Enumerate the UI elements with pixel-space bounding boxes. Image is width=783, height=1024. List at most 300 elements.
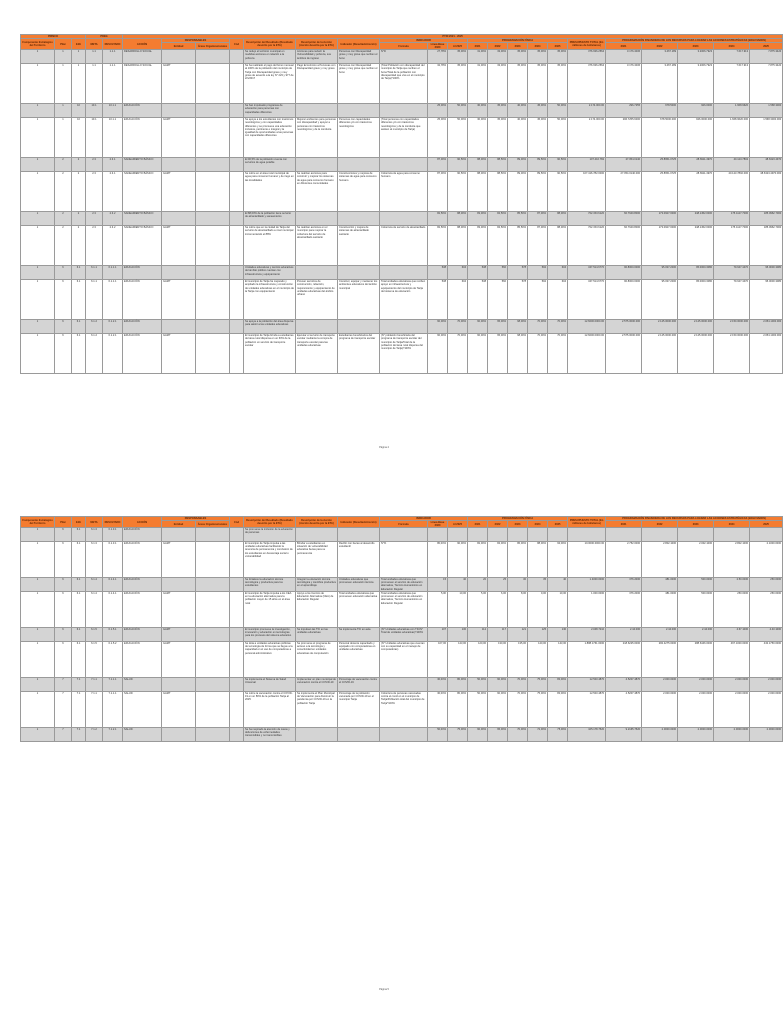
- table-cell: 2.125.0000.000: [678, 334, 714, 374]
- table-cell: 2.174.000.00: [568, 104, 606, 118]
- table-cell: GAMT: [162, 628, 196, 642]
- header-resultado: RESULTADO: [103, 517, 123, 528]
- table-cell: 538: [428, 266, 448, 280]
- table-cell: Unidades educativas y centros educativos del ámbito público cuentan con infraestructura y equipamiento: [244, 266, 296, 280]
- table-cell: 88,00%: [528, 542, 548, 578]
- table-cell: 2.3: [86, 172, 103, 212]
- table-cell: 2.000.0000: [750, 678, 783, 692]
- table-cell: 560: [488, 280, 508, 320]
- table-cell: SANEAMIENTO BÁSICO: [123, 158, 162, 172]
- table-cell: 2.802.1000: [714, 542, 750, 578]
- table-cell: 2.125.0000.000: [642, 334, 678, 374]
- table-cell: [196, 628, 230, 642]
- table-cell: 7: [55, 678, 72, 692]
- table-cell: [196, 728, 230, 742]
- header-linea-base: Línea Base 2020: [428, 43, 448, 50]
- table-cell: 75,00%: [528, 692, 548, 728]
- table-cell: 481.0000: [642, 592, 678, 628]
- table-cell: [162, 50, 196, 64]
- table-cell: 1.888.1761.0000: [568, 642, 606, 678]
- header-year-2022: 2022: [488, 43, 508, 50]
- table-cell: 95.0000.3080: [750, 266, 783, 280]
- table-cell: Total unidades educativas que reciben apoyo en infraestructura y equipamiento del municipio de Tarija del sistema de educación: [380, 280, 428, 320]
- table-cell: Se ha mejorado la atención de casos y defunciones de enfermedades transmisibles y no transmisibles: [244, 728, 296, 742]
- table-cell: [714, 528, 750, 542]
- table-cell: 60,00%: [468, 728, 488, 742]
- table-cell: Porcentaje de la población vacunada por COVID-19 en el municipio Tarija: [338, 692, 380, 728]
- table-cell: [380, 528, 428, 542]
- header-eje: EJE: [72, 517, 86, 528]
- table-cell: 40: [548, 578, 568, 592]
- table-cell: 6.1: [72, 334, 86, 374]
- table-cell: Personas con Discapacidad grave y muy grave que reciben el bono: [338, 64, 380, 104]
- table-cell: 1.668.9620: [714, 104, 750, 118]
- table-cell: 70,00%: [448, 320, 468, 334]
- table-cell: 376.636.2564: [568, 64, 606, 104]
- header-formula: Fórmula: [380, 521, 428, 528]
- table-cell: [196, 172, 230, 212]
- table-cell: EDUCACIÓN: [123, 542, 162, 578]
- table-cell: 60.7640.8000: [606, 226, 642, 266]
- table-cell: 6.1.5.1: [103, 628, 123, 642]
- table-cell: 173.0927.0000: [642, 212, 678, 226]
- table-cell: 6,00: [488, 592, 508, 628]
- table-cell: 1: [21, 542, 55, 578]
- table-cell: GAMT: [162, 280, 196, 320]
- table-cell: 7.1: [72, 692, 86, 728]
- table-cell: GAMT: [162, 692, 196, 728]
- table-cell: [296, 212, 338, 226]
- table-cell: 2.174.000.00: [568, 118, 606, 158]
- table-cell: 5,00: [468, 592, 488, 628]
- table-cell: 2.3: [86, 226, 103, 266]
- table-cell: 68,00%: [508, 320, 528, 334]
- table-cell: 12.503.4870: [568, 692, 606, 728]
- table-cell: 500.0000: [678, 592, 714, 628]
- table-cell: 9.2165.7520: [606, 728, 642, 742]
- table-cell: 89,00%: [508, 172, 528, 212]
- table-cell: 500.0000: [678, 578, 714, 592]
- table-cell: SANEAMIENTO BÁSICO: [123, 172, 162, 212]
- table-cell: 296.7255: [606, 104, 642, 118]
- table-cell: 248.1452.0000: [678, 226, 714, 266]
- table-cell: 6: [55, 592, 72, 628]
- table-cell: [230, 320, 244, 334]
- table-cell: 35,00%: [448, 64, 468, 104]
- table-body-1: [21, 50, 783, 374]
- table-cell: 40: [448, 578, 468, 592]
- table-cell: 6.1.1.1: [103, 280, 123, 320]
- table-cell: [196, 158, 230, 172]
- table-cell: 25,00%: [428, 104, 448, 118]
- table-row: [21, 172, 783, 212]
- table-cell: GAMT: [162, 172, 196, 212]
- table-cell: 578: [508, 280, 528, 320]
- table-cell: 12.6000.0000.00: [568, 334, 606, 374]
- table-cell: 6: [55, 266, 72, 280]
- table-cell: EDUCACIÓN: [123, 528, 162, 542]
- table-cell: 65,00%: [488, 728, 508, 742]
- table-cell: 20: [468, 578, 488, 592]
- table-cell: 250.0000: [750, 592, 783, 628]
- table-cell: 6.1: [72, 592, 86, 628]
- table-cell: 2: [72, 212, 86, 226]
- table-cell: 6.1.4: [86, 578, 103, 592]
- header-formula: Fórmula: [380, 43, 428, 50]
- table-cell: 250.0000: [714, 592, 750, 628]
- table-cell: 7.617.913: [714, 50, 750, 64]
- table-cell: 6.1.4.1: [103, 578, 123, 592]
- table-cell: GAMT: [162, 542, 196, 578]
- table-cell: [230, 226, 244, 266]
- table-cell: 90.8000.0000: [606, 266, 642, 280]
- table-row: [21, 592, 783, 628]
- table-cell: [338, 728, 380, 742]
- table-cell: [230, 266, 244, 280]
- table-cell: 90,50%: [548, 172, 568, 212]
- header-meta: META: [86, 39, 103, 50]
- table-row: [21, 528, 783, 542]
- table-row: [21, 118, 783, 158]
- table-cell: [488, 528, 508, 542]
- header-year-2021: 2021: [468, 521, 488, 528]
- header-fin-2022: 2022: [642, 43, 678, 50]
- table-cell: Porcentaje de vacunación contra el COVID-19: [338, 678, 380, 692]
- table-cell: 30: [508, 578, 528, 592]
- table-cell: 926.0000.000: [678, 118, 714, 158]
- table-cell: 1: [55, 64, 72, 104]
- table-cell: [230, 172, 244, 212]
- header-desc-accion: Descripción de la Acción (Acción descrita por la ETA): [296, 39, 338, 50]
- table-cell: 50,00%: [468, 692, 488, 728]
- table-cell: Se cubre que en la ciudad de Tarija del servicio de alcantarillado a nivel municipal incrementando el 88%: [244, 226, 296, 266]
- header-desc-accion: Descripción de la Acción (Acción descrita por la ETA): [296, 517, 338, 528]
- table-cell: 95.037.2000: [642, 280, 678, 320]
- table-cell: 2: [55, 212, 72, 226]
- table-cell: Construcción y mejora de sistemas de alcantarillado sanitario: [338, 226, 380, 266]
- table-cell: Se promueve la inclusión de la educación de personas: [244, 528, 296, 542]
- table-cell: 50,00%: [548, 118, 568, 158]
- table-cell: 7: [55, 692, 72, 728]
- table-cell: 6.1.1.1: [103, 266, 123, 280]
- table-cell: 376.2000: [606, 578, 642, 592]
- table-cell: [568, 528, 606, 542]
- header-pilar: Pilar: [55, 517, 72, 528]
- table-cell: 60.7640.8000: [606, 212, 642, 226]
- header-year-2022: 2022: [488, 521, 508, 528]
- table-cell: 86,00%: [508, 542, 528, 578]
- table-cell: 30,00%: [468, 104, 488, 118]
- header-indicador: INDICADOR: [380, 39, 468, 43]
- table-cell: 70,00%: [548, 320, 568, 334]
- table-cell: 1: [21, 334, 55, 374]
- table-cell: 347.514.6770: [568, 266, 606, 280]
- header-al-2025: Al 2025: [448, 43, 468, 50]
- table-cell: 60,00%: [488, 692, 508, 728]
- table-cell: 250.0000: [750, 578, 783, 592]
- table-cell: 65,00%: [488, 320, 508, 334]
- table-cell: 6.1.1: [86, 266, 103, 280]
- table-cell: Se promueve el programa de acceso a la tecnología y conectividad en unidades educativas de computación: [296, 642, 338, 678]
- table-cell: 2.50.0000: [714, 578, 750, 592]
- table-cell: 5,00: [428, 592, 448, 628]
- table-cell: 50,00%: [468, 678, 488, 692]
- table-cell: 2.0000.0000: [642, 728, 678, 742]
- table-cell: 10.1: [86, 118, 103, 158]
- table-page-2: [20, 516, 782, 991]
- table-cell: 40.123.7802.000: [714, 172, 750, 212]
- table-cell: 50,00%: [548, 104, 568, 118]
- table-cell: Se implementa TIC en aula: [338, 628, 380, 642]
- table-cell: 31,00%: [468, 64, 488, 104]
- header-resultado: RESULTADO: [103, 39, 123, 50]
- table-cell: 1.1.1: [103, 64, 123, 104]
- table-cell: [296, 266, 338, 280]
- table-cell: 3.467.189: [642, 50, 678, 64]
- header-linea-base: Línea Base 2020: [428, 521, 448, 528]
- table-cell: 6.1.5: [86, 642, 103, 678]
- table-cell: EDUCACIÓN: [123, 280, 162, 320]
- table-cell: [162, 212, 196, 226]
- table-cell: 1: [72, 64, 86, 104]
- table-cell: 10,00: [548, 592, 568, 628]
- table-cell: EDUCACIÓN: [123, 592, 162, 628]
- header-desc-resultado: Descripción del Resultado (Resultado descrito por la ETA): [244, 39, 296, 50]
- table-cell: 2.002.1000: [678, 542, 714, 578]
- table-cell: [750, 528, 783, 542]
- table-cell: [380, 728, 428, 742]
- table-cell: Se impulsan las TIC en las unidades educativas: [296, 628, 338, 642]
- table-cell: EDUCACIÓN: [123, 642, 162, 678]
- table-cell: 70,00%: [508, 692, 528, 728]
- table-cell: 90,50%: [448, 158, 468, 172]
- header-fin-2023: 2023: [678, 43, 714, 50]
- table-cell: 107: [428, 628, 448, 642]
- table-cell: 185.0962.7000: [750, 226, 783, 266]
- table-cell: Cobertura de personas vacunadas contra el covid en el municipio de Tarija/Población total del municipio de Tarija*100%: [380, 692, 428, 728]
- header-period: PTDI 2021 - 2025: [123, 35, 783, 39]
- page-footer-2: Página 5: [379, 988, 389, 991]
- table-cell: 1: [21, 64, 55, 104]
- table-cell: [338, 212, 380, 226]
- table-cell: [380, 320, 428, 334]
- table-cell: 2.3: [86, 158, 103, 172]
- table-cell: [162, 678, 196, 692]
- table-cell: 2.0000.0000: [714, 728, 750, 742]
- table-cell: 130: [548, 628, 568, 642]
- table-cell: GAMT: [162, 64, 196, 104]
- table-cell: 6.1.5.2: [103, 642, 123, 678]
- table-cell: 80,00%: [548, 692, 568, 728]
- table-cell: 2.3.1: [103, 172, 123, 212]
- table-cell: [230, 64, 244, 104]
- table-cell: 7.1.1.1: [103, 692, 123, 728]
- table-cell: Proveer servicios de construcción, refacción, mejoramiento y equipamiento de unidades educativas del ámbito urbano: [296, 280, 338, 320]
- table-cell: 80,00%: [428, 542, 448, 578]
- table-cell: 50,00%: [448, 118, 468, 158]
- table-cell: 1: [21, 692, 55, 728]
- table-cell: 107.416.782: [568, 158, 606, 172]
- table-cell: 284.4275.0000: [642, 642, 678, 678]
- header-fin-2022: 2022: [642, 521, 678, 528]
- table-cell: 45,00%: [528, 104, 548, 118]
- table-cell: El 90,5% de la población cuenta con servicios de agua potable: [244, 158, 296, 172]
- table-cell: 4.5207.4870: [606, 692, 642, 728]
- table-cell: [296, 320, 338, 334]
- table-cell: GAMT: [162, 226, 196, 266]
- table-cell: 60,00%: [428, 320, 448, 334]
- table-cell: 6: [55, 542, 72, 578]
- table-cell: [196, 528, 230, 542]
- table-cell: 90,50%: [448, 172, 468, 212]
- table-cell: 10.0000.0000.00: [568, 542, 606, 578]
- table-cell: 6.1: [72, 578, 86, 592]
- table-cell: 27,78%: [428, 50, 448, 64]
- table-cell: [296, 528, 338, 542]
- header-componente: Componente Estratégico del Territorio: [21, 39, 55, 50]
- table-cell: [162, 158, 196, 172]
- table-row: [21, 578, 783, 592]
- table-cell: 35,00%: [508, 64, 528, 104]
- table-cell: [448, 528, 468, 542]
- indicator-table-1: [20, 34, 783, 374]
- table-cell: 112: [468, 628, 488, 642]
- table-cell: 89,50%: [528, 172, 548, 212]
- table-cell: 89,00%: [508, 158, 528, 172]
- table-cell: 2.3.1: [103, 158, 123, 172]
- header-eje: EJE: [72, 39, 86, 50]
- table-row: [21, 226, 783, 266]
- table-cell: Total unidades educativas que promueven educación alternativa: [338, 592, 380, 628]
- table-cell: 175.1127.7000: [714, 212, 750, 226]
- table-cell: EDUCACIÓN: [123, 118, 162, 158]
- table-cell: 85,50%: [508, 212, 528, 226]
- table-cell: 604: [548, 266, 568, 280]
- table-cell: 1: [72, 50, 86, 64]
- table-cell: [230, 528, 244, 542]
- table-cell: [196, 642, 230, 678]
- table-cell: Se implementa el Sistema de Salud Universal: [244, 678, 296, 692]
- table-cell: 2.000.0000: [678, 692, 714, 728]
- table-cell: 2.1000.0000: [750, 542, 783, 578]
- table-cell: 7.1: [72, 728, 86, 742]
- table-cell: 6: [55, 320, 72, 334]
- indicator-table-2: [20, 516, 783, 742]
- table-cell: 218.6225.0000: [606, 642, 642, 678]
- table-cell: [196, 678, 230, 692]
- table-cell: 3.2006.7923: [678, 64, 714, 104]
- table-cell: 1: [21, 104, 55, 118]
- table-cell: 2: [55, 158, 72, 172]
- table-cell: EDUCACIÓN: [123, 578, 162, 592]
- table-cell: 2.575.0000.000: [606, 334, 642, 374]
- table-cell: 121: [508, 628, 528, 642]
- table-cell: 89,50%: [528, 158, 548, 172]
- table-cell: 1.1: [86, 64, 103, 104]
- table-cell: 70,00%: [528, 334, 548, 374]
- header-cod: Cód: [230, 517, 244, 528]
- table-cell: [642, 528, 678, 542]
- table-cell: 2: [55, 226, 72, 266]
- table-cell: 7.1.1: [86, 692, 103, 728]
- table-cell: [296, 728, 338, 742]
- table-cell: 10,00: [448, 592, 468, 628]
- table-cell: 288.6446.0000: [678, 642, 714, 678]
- table-cell: [230, 118, 244, 158]
- table-cell: Total unidades educativas que promueven el servicio de educación alternativa, Técnico Humanístico en Educación Regular: [380, 578, 428, 592]
- table-cell: [196, 334, 230, 374]
- table-cell: [468, 528, 488, 542]
- table-cell: 2.44.000: [642, 628, 678, 642]
- table-cell: [678, 528, 714, 542]
- table-cell: 143,00: [548, 642, 568, 678]
- table-cell: Ejecutar el servicio de transporte escolar mediante la compra de transporte escolar para las unidades educativas: [296, 334, 338, 374]
- header-areas: Áreas Organizacionales: [196, 43, 230, 50]
- table-cell: 35,00%: [548, 50, 568, 64]
- table-cell: 88,00%: [468, 158, 488, 172]
- table-cell: 6.1.4: [86, 592, 103, 628]
- table-cell: 2: [72, 226, 86, 266]
- table-cell: 2.802.1000: [642, 542, 678, 578]
- header-fin-2021: 2021: [606, 521, 642, 528]
- table-cell: SALUD: [123, 692, 162, 728]
- table-cell: 2: [72, 172, 86, 212]
- table-cell: 1.668.9620.000: [714, 118, 750, 158]
- table-cell: 6: [55, 528, 72, 542]
- table-cell: 125: [528, 628, 548, 642]
- table-cell: 60,00%: [468, 320, 488, 334]
- header-entidad: Entidad: [162, 43, 196, 50]
- table-cell: [508, 528, 528, 542]
- table-cell: Estudiantes beneficiarios del programa de transporte escolar: [338, 334, 380, 374]
- table-row: [21, 628, 783, 642]
- table-cell: 48.6323.4970: [750, 158, 783, 172]
- header-indicador-res: Indicador (Resultado/Acción): [338, 517, 380, 528]
- table-cell: 88,50%: [488, 158, 508, 172]
- table-cell: Personas con Discapacidad grave y muy grave que reciben el bono: [338, 50, 380, 64]
- table-cell: 1: [21, 578, 55, 592]
- table-cell: 10: [72, 104, 86, 118]
- table-cell: 2.000.0000: [642, 692, 678, 728]
- table-cell: 6: [55, 578, 72, 592]
- table-cell: 30,00%: [468, 118, 488, 158]
- table-cell: SANEAMIENTO BÁSICO: [123, 226, 162, 266]
- table-cell: [196, 266, 230, 280]
- table-cell: 15: [428, 578, 448, 592]
- table-cell: [230, 212, 244, 226]
- table-cell: 90,00%: [548, 542, 568, 578]
- table-cell: 926.0000: [678, 104, 714, 118]
- table-cell: 702.153.6120: [568, 212, 606, 226]
- table-cell: [528, 528, 548, 542]
- table-cell: 33,00%: [488, 64, 508, 104]
- table-cell: 6.1.3: [86, 542, 103, 578]
- table-cell: 3.176.4036: [606, 64, 642, 104]
- table-cell: 2.0000.0000: [750, 728, 783, 742]
- table-cell: 40,00%: [508, 118, 528, 158]
- header-prog-fin: PROGRAMACIÓN FINANCIERA DE LOS RECURSOS PARA LOGRAR LAS ACCIONES ESTRATÉGICAS (BOLIVIANOS): [606, 39, 783, 43]
- table-cell: Se cubre en el área rural municipal de agua para consumo humano y de riego en las localidades: [244, 172, 296, 212]
- table-cell: 75,00%: [548, 728, 568, 742]
- table-cell: 82,00%: [468, 542, 488, 578]
- table-cell: SALUD: [123, 728, 162, 742]
- table-cell: Cobertura de agua para consumo humano: [380, 172, 428, 212]
- table-cell: 107,00: [428, 642, 448, 678]
- table-cell: GAMT: [162, 592, 196, 628]
- table-cell: 1: [21, 50, 55, 64]
- table-cell: 6: [55, 628, 72, 642]
- table-cell: [338, 158, 380, 172]
